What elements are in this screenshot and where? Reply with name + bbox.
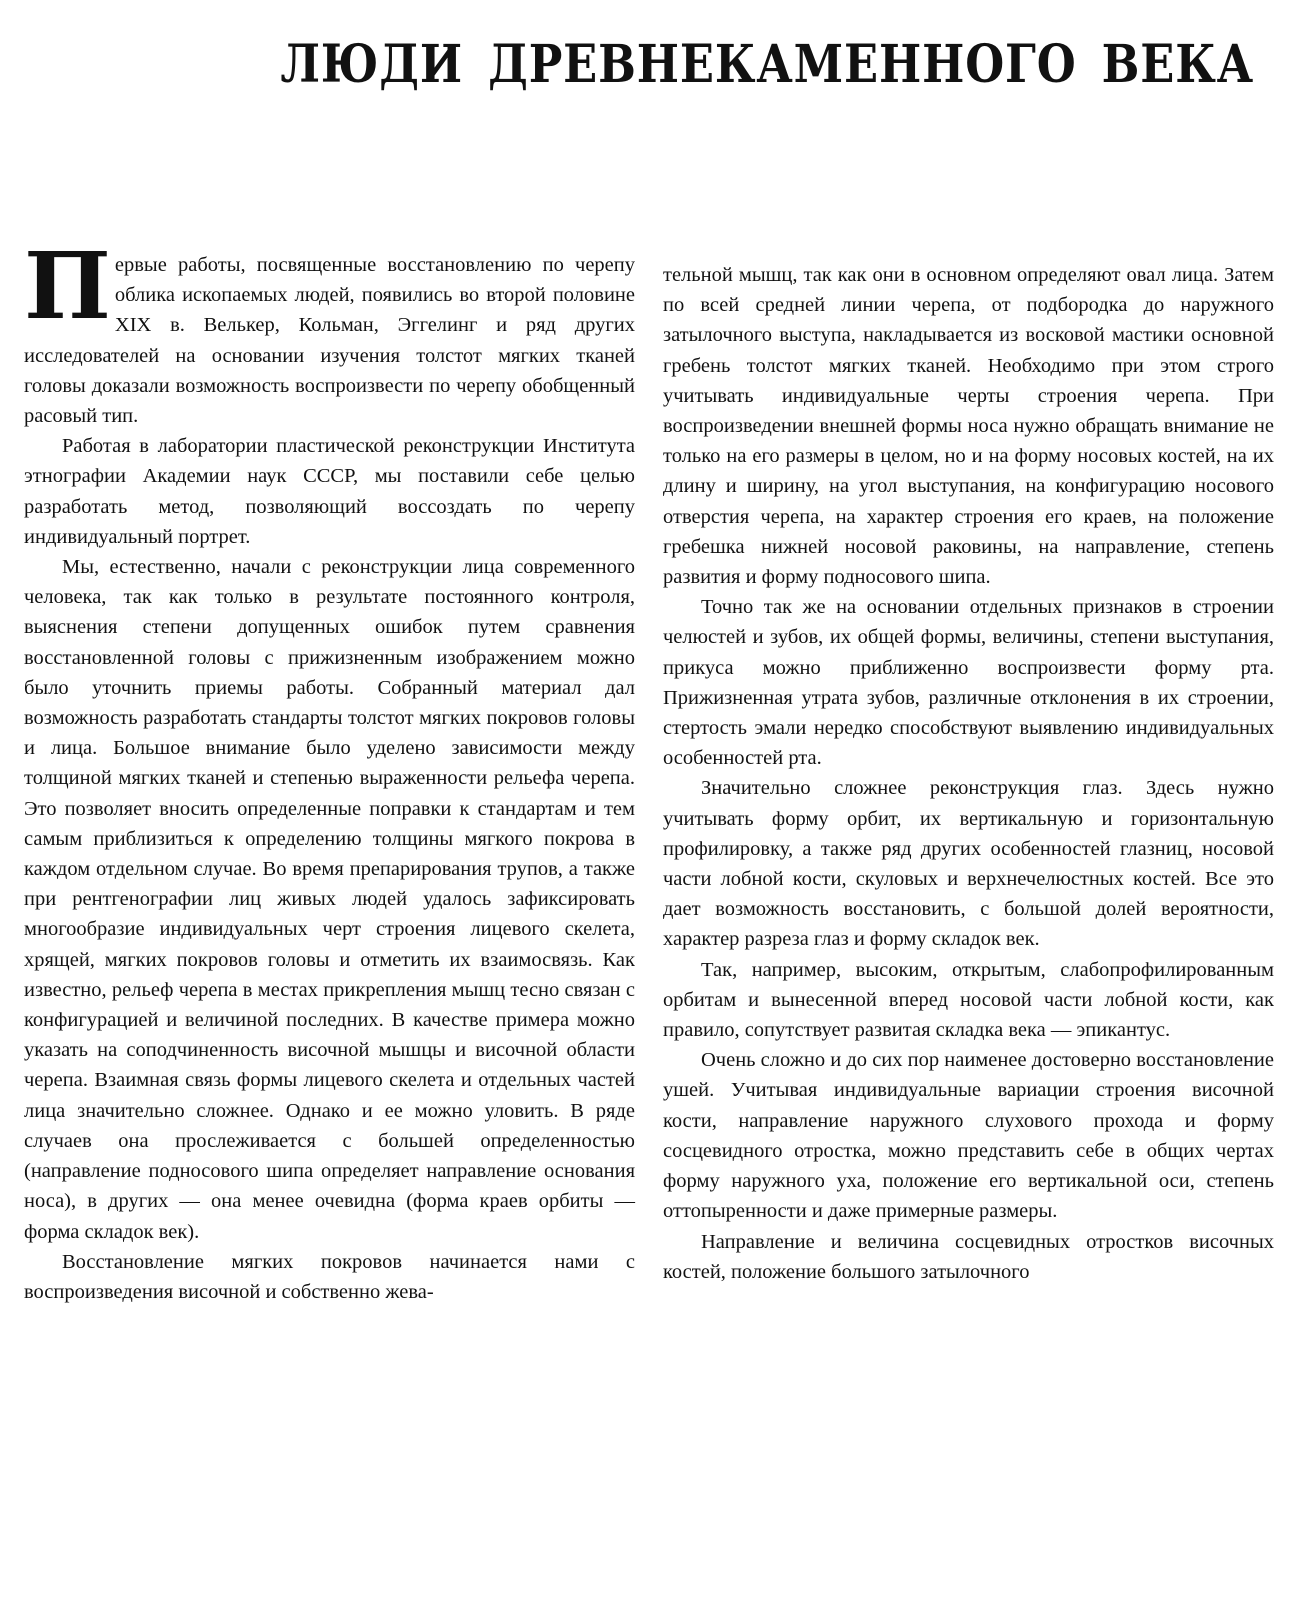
article-body bbox=[24, 250, 1274, 1590]
paragraph bbox=[24, 250, 635, 431]
paragraph: Работая в лаборатории пластической реконструкции Института этнографии Академии наук СССР, мы поставили себе целью разработать метод, позволяющий воссоздать по черепу индивидуальный портрет. bbox=[24, 435, 635, 548]
paragraph: Так, например, высоким, открытым, слабопрофилированным орбитам и вынесенной вперед носовой части лобной кости, как правило, сопутствует развитая складка века — эпикантус. bbox=[663, 958, 1274, 1042]
paragraph: Значительно сложнее реконструкция глаз. Здесь нужно учитывать форму орбит, их вертикальную и горизонтальную профилировку, а также ряд других особенностей глазниц, носовой части лобной кости, скуловых и верхнечелюстных костей. Все это дает возможность восстановить, с большой долей вероятности, характер разреза глаз и форму складок век. bbox=[663, 777, 1274, 951]
drop-cap: П bbox=[24, 250, 111, 340]
paragraph-text: ервые работы, посвященные восстановлению по черепу облика ископаемых людей, появились во второй половине XIX в. Велькер, Кольман, Эггелинг и ряд других исследователей на основании изучения толстот мягких тканей головы доказали возможность воспроизвести по черепу обобщенный расовый тип. bbox=[24, 254, 635, 428]
paragraph: Восстановление мягких покровов начинается нами с воспроизведения височной и собственно жева- bbox=[24, 1250, 635, 1303]
left-column bbox=[24, 250, 635, 1590]
paragraph: Направление и величина сосцевидных отростков височных костей, положение большого затылочного bbox=[663, 1230, 1274, 1283]
paragraph: тельной мышц, так как они в основном определяют овал лица. Затем по всей средней линии черепа, от подбородка до наружного затылочного выступа, накладывается из восковой мастики основной гребень толстот мягких тканей. Необходимо при этом строго учитывать индивидуальные черты строения черепа. При воспроизведении внешней формы носа нужно обращать внимание не только на его размеры в целом, но и на форму носовых костей, на их длину и ширину, на угол выступания, на конфигурацию носового отверстия черепа, на характер строения его краев, на положение гребешка нижней носовой раковины, на направление, степень развития и форму подносового шипа. bbox=[663, 264, 1274, 589]
page-title: ЛЮДИ ДРЕВНЕКАМЕННОГО ВЕКА bbox=[280, 34, 1254, 95]
paragraph: Точно так же на основании отдельных признаков в строении челюстей и зубов, их общей формы, величины, степени выступания, прикуса можно приближенно воспроизвести форму рта. Прижизненная утрата зубов, различные отклонения в их строении, стертость эмали нередко способствуют выявлению индивидуальных особенностей рта. bbox=[663, 596, 1274, 770]
paragraph: Очень сложно и до сих пор наименее достоверно восстановление ушей. Учитывая индивидуальные вариации строения височной кости, направление наружного слухового прохода и форму сосцевидного отростка, можно представить себе в общих чертах форму наружного уха, положение его вертикальной оси, степень оттопыренности и даже примерные размеры. bbox=[663, 1049, 1274, 1223]
right-column bbox=[663, 250, 1274, 1590]
paragraph: Мы, естественно, начали с реконструкции лица современного человека, так как только в результате постоянного контроля, выяснения степени допущенных ошибок путем сравнения восстановленной головы с прижизненным изображением можно было уточнить приемы работы. Собранный материал дал возможность разработать стандарты толстот мягких покровов головы и лица. Большое внимание было уделено зависимости между толщиной мягких тканей и степенью выраженности рельефа черепа. Это позволяет вносить определенные поправки к стандартам и тем самым приблизиться к определению толщины мягкого покрова в каждом отдельном случае. Во время препарирования трупов, а также при рентгенографии лиц живых людей удалось зафиксировать многообразие индивидуальных черт строения лицевого скелета, хрящей, мягких покровов головы и отметить их взаимосвязь. Как известно, рельеф черепа в местах прикрепления мышц тесно связан с конфигурацией и величиной последних. В качестве примера можно указать на соподчиненность височной мышцы и височной области черепа. Взаимная связь формы лицевого скелета и отдельных частей лица значительно сложнее. Однако и ее можно уловить. В ряде случаев она прослеживается с большей определенностью (направление подносового шипа определяет направление основания носа), в других — она менее очевидна (форма краев орбиты — форма складок век). bbox=[24, 556, 635, 1243]
